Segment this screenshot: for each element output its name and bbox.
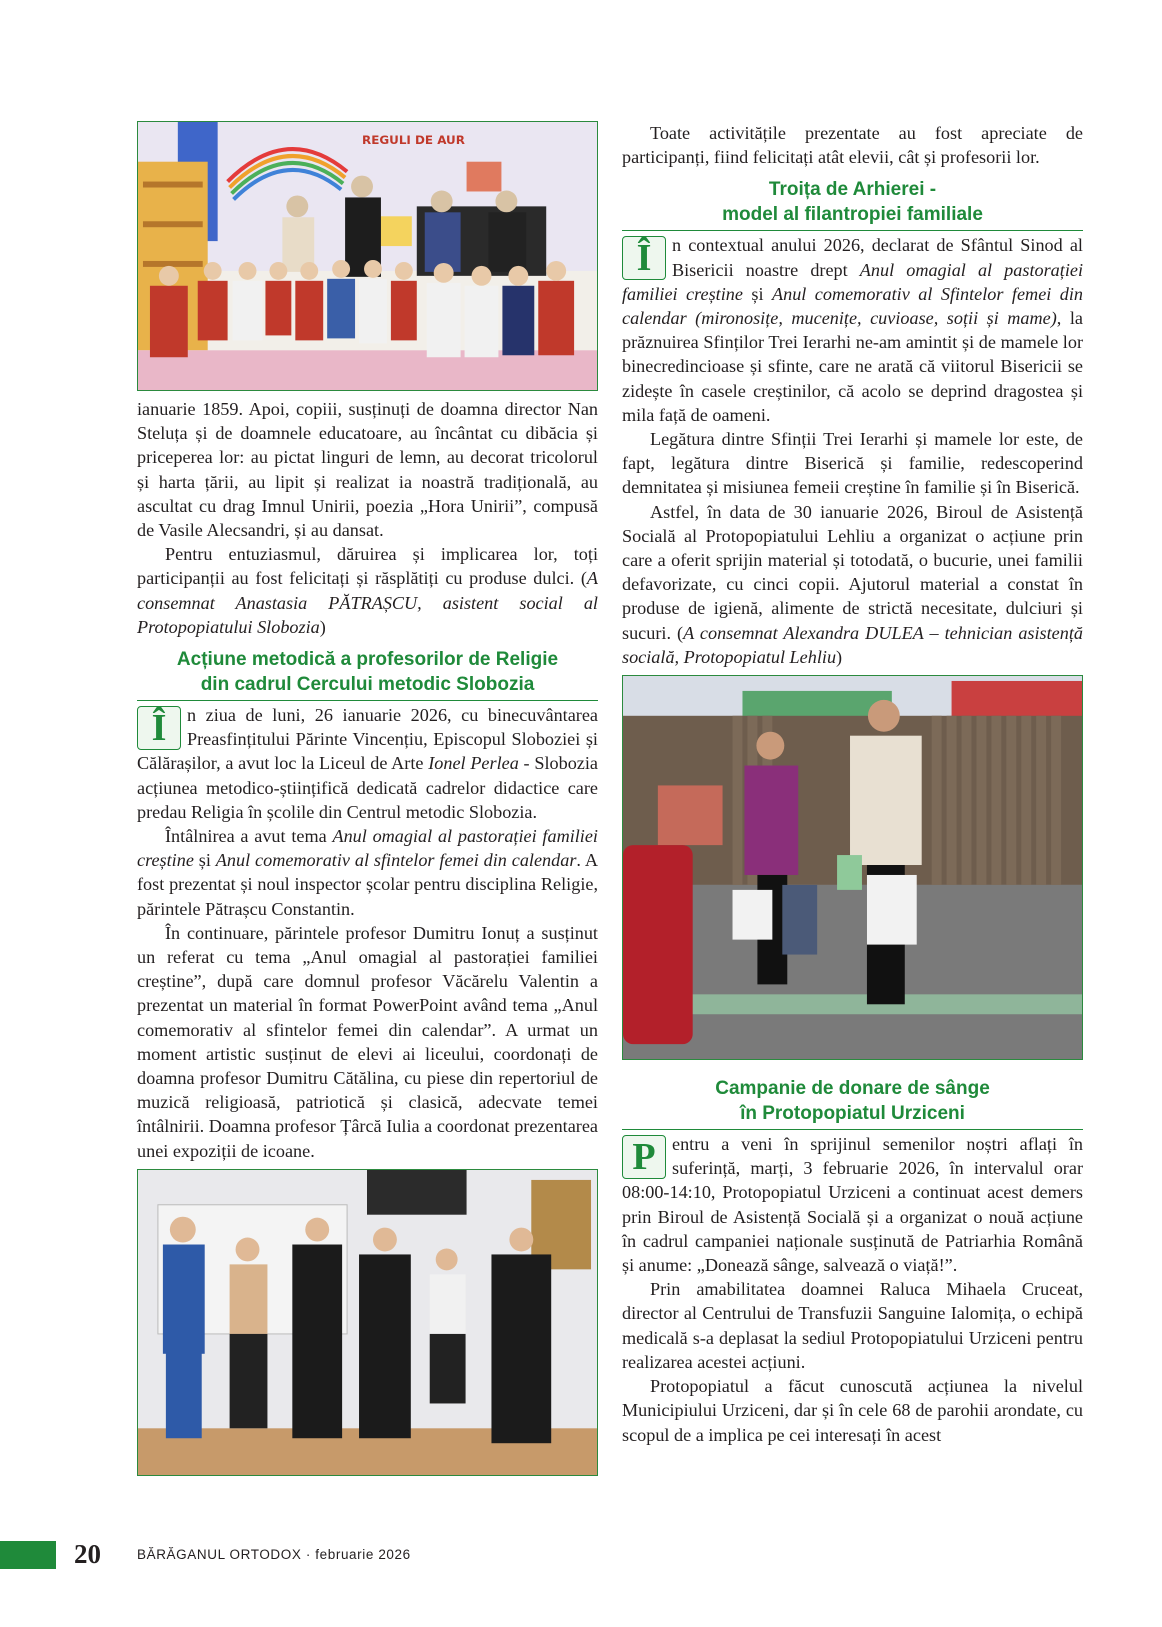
section3-paragraph-2: Prin amabilitatea doamnei Raluca Mihaela Cruceat, director al Centrului de Transfuzii Sanguine Ialomița, o echipă medicală s-a deplasat la sediul Protopopiatului Urziceni pentru realizarea acestei acțiuni. xyxy=(622,1279,1083,1372)
publication-title: BĂRĂGANUL ORTODOX · februarie 2026 xyxy=(137,1547,411,1562)
section3-paragraph-1 xyxy=(622,1132,1083,1277)
section-heading-actiune-metodica xyxy=(137,639,598,701)
photo-family-donation xyxy=(622,675,1083,1060)
footer-green-bar xyxy=(0,1541,56,1569)
section1-p1-c: - Slobozia acțiunea metodico-științifică dedicată cadrelor didactice care predau Religia în școlile din Centrul metodic Slobozia. xyxy=(137,753,598,822)
section2-p3-author: A consemnat Alexandra DULEA – tehnician asistență socială, Protopopiatul Lehliu xyxy=(622,622,1083,667)
left-thanks-close: ) xyxy=(319,616,326,637)
left-thanks-text: Pentru entuziasmul, dăruirea și implicarea lor, toți participanții au fost felicitați și răsplătiți cu produse dulci. ( xyxy=(137,544,598,589)
heading-line-2: model al filantropiei familiale xyxy=(722,204,983,226)
section2-p1-e: , la prăznuirea Sfinților Trei Ierarhi ne-am amintit și de mamele lor binecredincioase și sfinte, care ne arată că viitorul Bisericii se zidește în casele creștinilor, că acolo se deprind dragostea și mila față de oameni. xyxy=(622,308,1083,425)
section1-paragraph-1 xyxy=(137,703,598,824)
section1-paragraph-3: În continuare, părintele profesor Dumitru Ionuț a susținut un referat cu tema „Anul omagial al pastorației familiei creștine”, după care domnul profesor Văcărelu Valentin a prezentat un material în format PowerPoint având tema „Anul comemorativ al sfintelor femei din calendar”. A urmat un moment artistic susținut de elevi ai liceului, coordonați de doamna profesor Dumitru Cătălina, cu piese din repertoriul de muzică religioasă, patriotică și clasică, adecvate temei întâlnirii. Doamna profesor Țârcă Iulia a coordonat prezentarea unei expoziții de icoane. xyxy=(137,922,598,1161)
right-intro-paragraph: Toate activitățile prezentate au fost apreciate de participanți, fiind felicitați atât elevii, cât și profesorii lor. xyxy=(622,123,1083,168)
section2-body xyxy=(622,233,1083,427)
photo-family-illustration xyxy=(623,676,1082,1059)
section1-p2-d: Anul comemorativ al sfintelor femei din calendar xyxy=(215,850,577,871)
section1-p2-a: Întâlnirea a avut tema xyxy=(165,826,333,847)
section2-paragraph-3 xyxy=(622,500,1083,669)
heading-line-1: Troița de Arhierei - xyxy=(768,179,937,201)
right-column xyxy=(622,121,1083,1447)
heading-line-1: Campanie de donare de sânge xyxy=(715,1078,990,1100)
drop-cap: Î xyxy=(137,706,181,750)
photo-teachers-illustration xyxy=(138,1170,597,1475)
photo-kindergarten-children xyxy=(137,121,598,391)
classroom-sign: REGULI DE AUR xyxy=(362,132,465,147)
left-column xyxy=(137,121,598,1476)
section1-body xyxy=(137,703,598,824)
page-number: 20 xyxy=(74,1539,101,1569)
section1-paragraph-2 xyxy=(137,824,598,921)
drop-cap: Î xyxy=(622,236,666,280)
section1-p1-school: Ionel Perlea xyxy=(428,753,519,774)
section2-p1-d: Anul comemorativ al Sfintelor femei din calendar (mironosițe, mucenițe, cuvioase, soții și mame) xyxy=(622,283,1084,329)
page-footer xyxy=(0,1541,1162,1571)
left-thanks-paragraph xyxy=(137,542,598,639)
section1-p2-b: Anul omagial al pastorației familiei creștine xyxy=(137,826,598,871)
section3-body xyxy=(622,1132,1083,1277)
section1-p2-c: și xyxy=(193,850,216,871)
section1-p1-a: n ziua de luni, 26 ianuarie 2026, cu binecuvântarea Preasfințitului Părinte Vincențiu, Episcopul Sloboziei și Călărașilor, a avut loc la Liceul de Arte xyxy=(137,705,598,774)
section-heading-troita-de-arhierei xyxy=(622,169,1083,231)
section2-p1-b: Anul omagial al pastorației familiei creștine xyxy=(622,259,1083,304)
section3-p1-text: entru a veni în sprijinul semenilor noștri aflați în suferință, marți, 3 februarie 2026, în intervalul orar 08:00-14:10, Protopopiatul Urziceni a continuat acest demers prin Biroul de Asistență Socială și a organizat o nouă acțiune în cadrul campaniei naționale susținută de Patriarhia Română și anume: „Donează sânge, salvează o viață!”. xyxy=(622,1134,1083,1276)
section2-p1-a: n contextual anului 2026, declarat de Sfântul Sinod al Bisericii noastre drept xyxy=(672,235,1083,280)
section2-p3-a: Astfel, în data de 30 ianuarie 2026, Biroul de Asistență Socială al Protopopiatului Lehliu a organizat o acțiune prin care a oferit sprijin material și totodată, o bucurie, unei familii defavorizate, cu cinci copii. Ajutorul material a constat în produse de igienă, alimente de strictă necesitate, dulciuri și sucuri. ( xyxy=(622,501,1083,643)
heading-line-1: Acțiune metodică a profesorilor de Religie xyxy=(176,649,559,671)
left-thanks-author: A consemnat Anastasia PĂTRAȘCU, asistent social al Protopopiatului Slobozia xyxy=(137,568,598,637)
section2-paragraph-1 xyxy=(622,233,1083,427)
left-continuation-paragraph: ianuarie 1859. Apoi, copiii, susținuți de doamna director Nan Steluța și de doamnele educatoare, au încântat cu dibăcia și priceperea lor: au pictat linguri de lemn, au decorat tricolorul și harta țării, au lipit și realizat ia noastră tradițională, au ascultat cu drag Imnul Unirii, poezia „Hora Unirii”, compusă de Vasile Alecsandri, și au dansat. xyxy=(137,399,598,541)
section2-paragraph-2: Legătura dintre Sfinții Trei Ierarhi și mamele lor este, de fapt, legătura dintre Biserică și familie, redescoperind demnitatea și misiunea femeii creștine în familie și în Biserică. xyxy=(622,429,1083,498)
heading-line-2: în Protopopiatul Urziceni xyxy=(740,1103,965,1125)
section2-p1-c: și xyxy=(742,283,772,304)
section2-p3-close: ) xyxy=(836,646,843,667)
section3-paragraph-3: Protopopiatul a făcut cunoscută acțiunea la nivelul Municipiului Urziceni, dar și în cele 68 de parohii arondate, cu scopul de a implica pe cei interesați în acest xyxy=(622,1376,1083,1445)
section-heading-campanie-donare-sange xyxy=(622,1068,1083,1130)
heading-line-2: din cadrul Cercului metodic Slobozia xyxy=(200,674,535,696)
photo-religion-teachers xyxy=(137,1169,598,1476)
drop-cap: P xyxy=(622,1135,666,1179)
photo-kindergarten-illustration xyxy=(138,122,597,390)
section1-p2-e: . A fost prezentat și noul inspector școlar pentru disciplina Religie, părintele Pătrașcu Constantin. xyxy=(137,850,598,919)
